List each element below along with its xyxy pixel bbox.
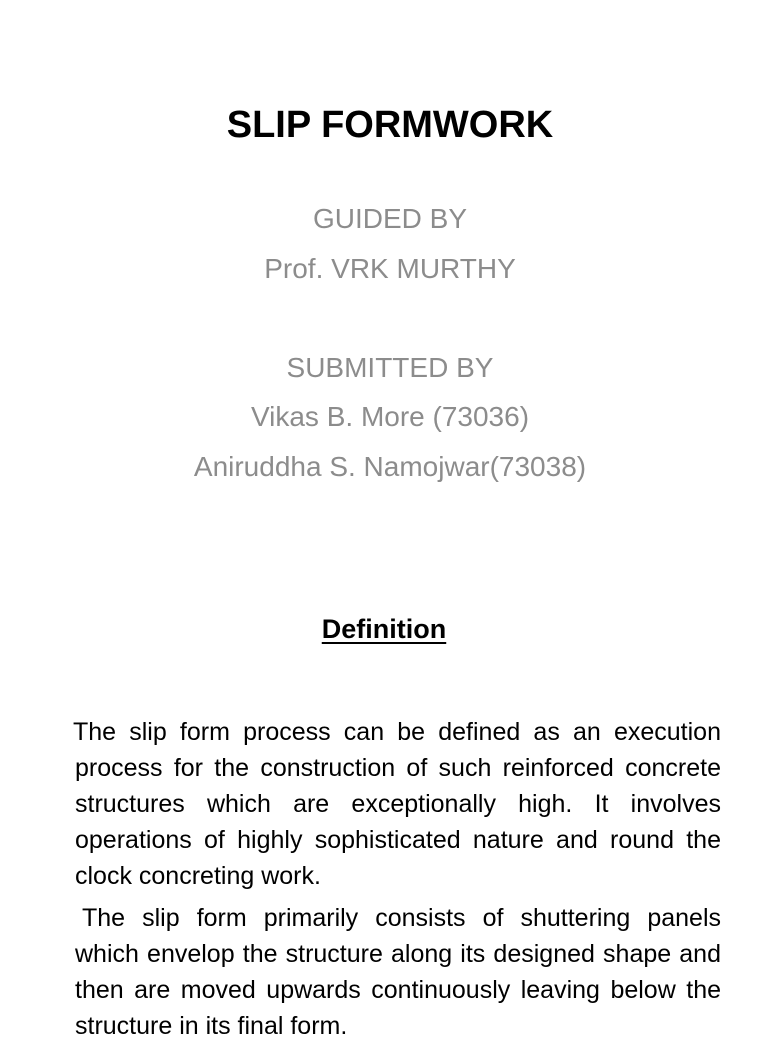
definition-paragraph-2: The slip form primarily consists of shuttering panels which envelop the structure along its designed shape and then are moved upwards continuously leaving below the structure in its final form. [75,904,721,1040]
credits-block [0,194,780,491]
submitted-by-label: SUBMITTED BY [286,351,494,383]
guide-name: Prof. VRK MURTHY [264,252,516,284]
page-title: SLIP FORMWORK [226,104,554,146]
guided-by-label: GUIDED BY [312,203,468,234]
credits-spacer [0,293,780,343]
definition-body [75,714,721,1044]
definition-heading: Definition [321,614,447,644]
student-name-1: Vikas B. More (73036) [250,401,530,432]
student-name-2: Aniruddha S. Namojwar(73038) [193,450,587,482]
definition-paragraph-1: The slip form process can be defined as an execution process for the construction of such reinforced concrete structures which are exceptionally high. It involves operations of highly sophisticated nature and round the clock concreting work. [73,718,721,890]
